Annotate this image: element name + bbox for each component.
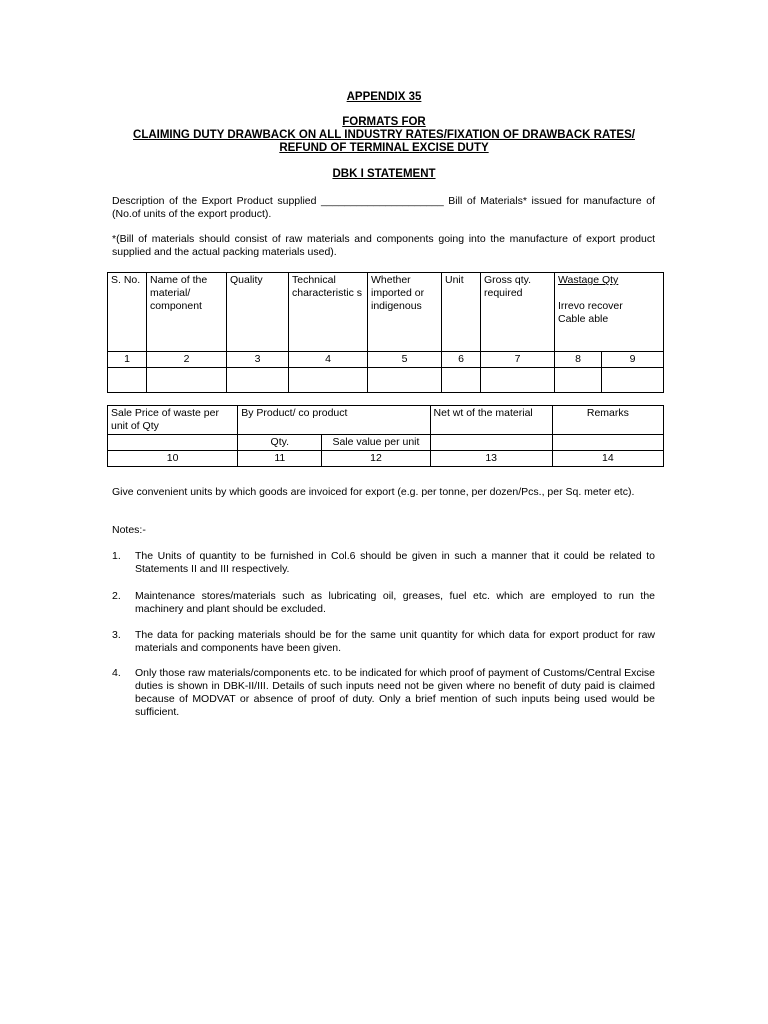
- col-num-2: 2: [147, 352, 227, 368]
- header-sno: S. No.: [108, 273, 147, 352]
- header-sale-value: Sale value per unit: [322, 435, 430, 451]
- col-num-7: 7: [481, 352, 555, 368]
- table-header-row: [108, 273, 664, 352]
- convenient-units-paragraph: Give convenient units by which goods are invoiced for export (e.g. per tonne, per dozen/Pcs., per Sq. meter etc).: [112, 486, 635, 498]
- description-paragraph: Description of the Export Product supplied _____________________ Bill of Materials* issued for manufacture of (No.of units of the export product).: [112, 195, 655, 220]
- waste-header-row: [108, 406, 664, 435]
- blank-cell: [368, 368, 442, 393]
- formats-for-heading: FORMATS FOR: [342, 116, 426, 128]
- cable-label: Cable able: [558, 313, 609, 325]
- header-name: Name of the material/ component: [147, 273, 227, 352]
- blank-cell: [227, 368, 289, 393]
- notes-heading: Notes:-: [112, 524, 146, 536]
- blank-cell: [555, 368, 602, 393]
- title-line-1: CLAIMING DUTY DRAWBACK ON ALL INDUSTRY RATES/FIXATION OF DRAWBACK RATES/: [133, 129, 635, 141]
- header-wastage: [555, 273, 664, 352]
- waste-subheader-row: [108, 435, 664, 451]
- blank-cell: [108, 368, 147, 393]
- header-technical: Technical characteristic s: [289, 273, 368, 352]
- col-num-14: 14: [552, 451, 663, 467]
- col-num-8: 8: [555, 352, 602, 368]
- blank-cell: [430, 435, 552, 451]
- appendix-heading: APPENDIX 35: [346, 91, 422, 103]
- bill-footnote: *(Bill of materials should consist of raw materials and components going into the manufacture of export product supplied and the actual packing materials used).: [112, 233, 655, 258]
- note-text: The data for packing materials should be for the same unit quantity for which data for export product for raw materials and components have been given.: [135, 629, 655, 654]
- header-qty: Qty.: [238, 435, 322, 451]
- blank-cell: [289, 368, 368, 393]
- waste-table: [107, 405, 664, 467]
- blank-cell: [602, 368, 664, 393]
- col-num-9: 9: [602, 352, 664, 368]
- note-text: The Units of quantity to be furnished in Col.6 should be given in such a manner that it could be related to Statements II and III respectively.: [135, 550, 655, 575]
- col-num-5: 5: [368, 352, 442, 368]
- statement-heading: DBK I STATEMENT: [332, 168, 436, 180]
- column-number-row: [108, 352, 664, 368]
- title-line-2: REFUND OF TERMINAL EXCISE DUTY: [279, 142, 489, 154]
- blank-entry-row: [108, 368, 664, 393]
- blank-cell: [108, 435, 238, 451]
- col-num-12: 12: [322, 451, 430, 467]
- blank-cell: [481, 368, 555, 393]
- header-whether: Whether imported or indigenous: [368, 273, 442, 352]
- header-quality: Quality: [227, 273, 289, 352]
- note-text: Maintenance stores/materials such as lubricating oil, greases, fuel etc. which are employed to run the machinery and plant should be excluded.: [135, 590, 655, 615]
- col-num-1: 1: [108, 352, 147, 368]
- header-sale-price: Sale Price of waste per unit of Qty: [108, 406, 238, 435]
- materials-table: [107, 272, 664, 393]
- header-gross: Gross qty. required: [481, 273, 555, 352]
- note-number: 1.: [112, 550, 121, 562]
- irrevo-label: Irrevo recover: [558, 300, 623, 312]
- blank-cell: [147, 368, 227, 393]
- blank-cell: [552, 435, 663, 451]
- wastage-label: Wastage Qty: [558, 274, 619, 286]
- note-number: 2.: [112, 590, 121, 602]
- col-num-11: 11: [238, 451, 322, 467]
- col-num-3: 3: [227, 352, 289, 368]
- note-text: Only those raw materials/components etc. to be indicated for which proof of payment of Customs/Central Excise duties is shown in DBK-II/III. Details of such inputs need not be given where no benefit of duty paid is claimed because of MODVAT or absence of proof of duty. Only a brief mention of such inputs being used would be sufficient.: [135, 667, 655, 718]
- col-num-10: 10: [108, 451, 238, 467]
- header-unit: Unit: [442, 273, 481, 352]
- note-number: 4.: [112, 667, 121, 679]
- note-number: 3.: [112, 629, 121, 641]
- col-num-6: 6: [442, 352, 481, 368]
- header-net-wt: Net wt of the material: [430, 406, 552, 435]
- blank-cell: [442, 368, 481, 393]
- waste-number-row: [108, 451, 664, 467]
- header-by-product: By Product/ co product: [238, 406, 430, 435]
- col-num-4: 4: [289, 352, 368, 368]
- col-num-13: 13: [430, 451, 552, 467]
- header-remarks: Remarks: [552, 406, 663, 435]
